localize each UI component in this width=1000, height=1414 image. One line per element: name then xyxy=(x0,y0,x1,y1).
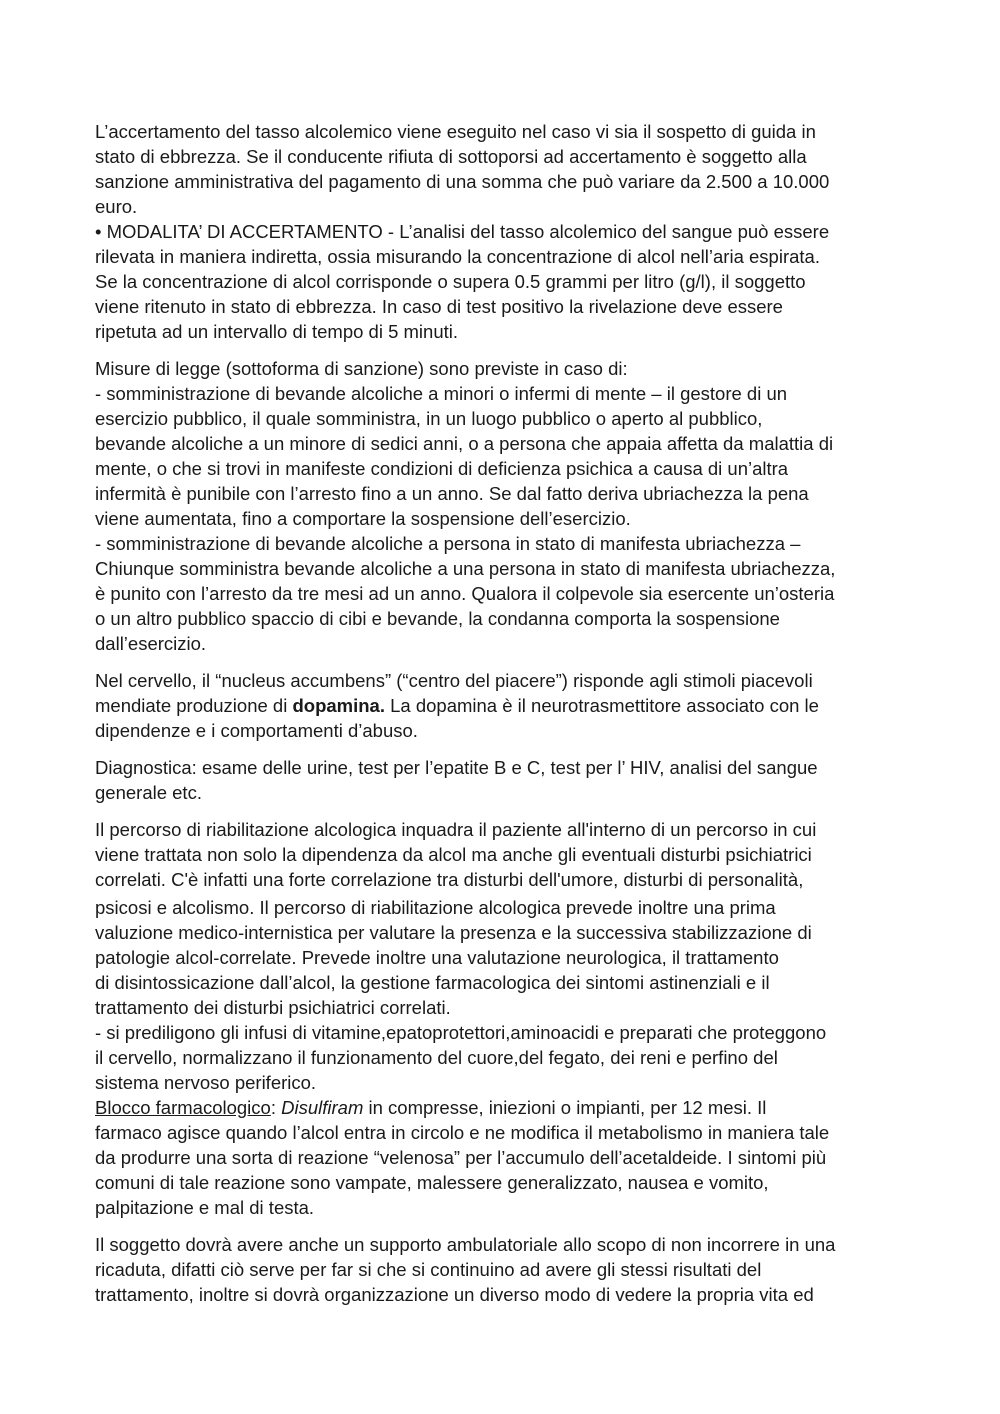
text-line: sistema nervoso periferico. xyxy=(95,1072,317,1093)
text-line: Chiunque somministra bevande alcoliche a una persona in stato di manifesta ubriachezza, xyxy=(95,558,836,579)
text-line: generale etc. xyxy=(95,782,202,803)
text-line: Il percorso di riabilitazione alcologica inquadra il paziente all'interno di un percorso in cui xyxy=(95,819,817,840)
text-line: infermità è punibile con l’arresto fino a un anno. Se dal fatto deriva ubriachezza la pena xyxy=(95,483,809,504)
list-item-minori: - somministrazione di bevande alcoliche a minori o infermi di mente – il gestore di un xyxy=(95,383,788,404)
text-line: L’accertamento del tasso alcolemico viene eseguito nel caso vi sia il sospetto di guida in xyxy=(95,121,816,142)
italic-term-disulfiram: Disulfiram xyxy=(281,1097,364,1118)
text-line: dall’esercizio. xyxy=(95,633,207,654)
text-line: valuzione medico-internistica per valutare la presenza e la successiva stabilizzazione di xyxy=(95,922,812,943)
text-line: sanzione amministrativa del pagamento di una somma che può variare da 2.500 a 10.000 xyxy=(95,171,830,192)
text-line: esercizio pubblico, il quale somministra, in un luogo pubblico o aperto al pubblico, xyxy=(95,408,763,429)
text-line: o un altro pubblico spaccio di cibi e bevande, la condanna comporta la sospensione xyxy=(95,608,780,629)
text-line: è punito con l’arresto da tre mesi ad un anno. Qualora il colpevole sia esercente un’osteria xyxy=(95,583,835,604)
text-line: ripetuta ad un intervallo di tempo di 5 minuti. xyxy=(95,321,459,342)
paragraph-riabilitazione xyxy=(95,817,910,1095)
text-line: viene aumentata, fino a comportare la sospensione dell’esercizio. xyxy=(95,508,631,529)
text-line: comuni di tale reazione sono vampate, malessere generalizzato, nausea e vomito, xyxy=(95,1172,769,1193)
text-run: in compresse, iniezioni o impianti, per 12 mesi. Il xyxy=(363,1097,767,1118)
text-line: Il soggetto dovrà avere anche un supporto ambulatoriale allo scopo di non incorrere in una xyxy=(95,1234,836,1255)
text-line: stato di ebbrezza. Se il conducente rifiuta di sottoporsi ad accertamento è soggetto alla xyxy=(95,146,807,167)
text-line: trattamento dei disturbi psichiatrici correlati. xyxy=(95,997,451,1018)
document-page xyxy=(95,119,910,1319)
text-run: mendiate produzione di xyxy=(95,695,293,716)
text-line: trattamento, inoltre si dovrà organizzazione un diverso modo di vedere la propria vita ed xyxy=(95,1284,814,1305)
text-line: il cervello, normalizzano il funzionamento del cuore,del fegato, dei reni e perfino del xyxy=(95,1047,778,1068)
text-line xyxy=(95,693,910,718)
paragraph-diagnostica xyxy=(95,755,910,805)
text-line: patologie alcol-correlate. Prevede inoltre una valutazione neurologica, il trattamento xyxy=(95,947,779,968)
bold-term-dopamina: dopamina. xyxy=(292,695,385,716)
text-line: Diagnostica: esame delle urine, test per l’epatite B e C, test per l’ HIV, analisi del sangue xyxy=(95,757,818,778)
list-item-ubriachezza: - somministrazione di bevande alcoliche a persona in stato di manifesta ubriachezza – xyxy=(95,533,801,554)
text-line: bevande alcoliche a un minore di sedici anni, o a persona che appaia affetta da malattia di xyxy=(95,433,834,454)
underlined-heading-blocco-farmacologico: Blocco farmacologico xyxy=(95,1097,271,1118)
text-line: correlati. C'è infatti una forte correlazione tra disturbi dell'umore, disturbi di personalità, xyxy=(95,869,804,890)
text-line: di disintossicazione dall’alcol, la gestione farmacologica dei sintomi astinenziali e il xyxy=(95,972,770,993)
list-item-infusi: - si prediligono gli infusi di vitamine,epatoprotettori,aminoacidi e preparati che proteggono xyxy=(95,1022,827,1043)
text-line: psicosi e alcolismo. Il percorso di riabilitazione alcologica prevede inoltre una prima xyxy=(95,897,776,918)
paragraph-supporto-ambulatoriale xyxy=(95,1232,910,1307)
text-line: Misure di legge (sottoforma di sanzione) sono previste in caso di: xyxy=(95,358,628,379)
text-line: ricaduta, difatti ciò serve per far si che si continuino ad avere gli stessi risultati del xyxy=(95,1259,762,1280)
bullet-line-modalita: • MODALITA’ DI ACCERTAMENTO - L’analisi del tasso alcolemico del sangue può essere xyxy=(95,221,830,242)
text-line: viene ritenuto in stato di ebbrezza. In caso di test positivo la rivelazione deve essere xyxy=(95,296,783,317)
text-line: da produrre una sorta di reazione “velenosa” per l’accumulo dell’acetaldeide. I sintomi più xyxy=(95,1147,827,1168)
text-line: Nel cervello, il “nucleus accumbens” (“centro del piacere”) risponde agli stimoli piacevoli xyxy=(95,670,813,691)
paragraph-accertamento xyxy=(95,119,910,344)
text-line: euro. xyxy=(95,196,138,217)
text-run: : xyxy=(270,1097,282,1118)
text-run: La dopamina è il neurotrasmettitore associato con le xyxy=(384,695,819,716)
text-line: Se la concentrazione di alcol corrisponde o supera 0.5 grammi per litro (g/l), il soggetto xyxy=(95,271,806,292)
text-line: palpitazione e mal di testa. xyxy=(95,1197,315,1218)
text-line: farmaco agisce quando l’alcol entra in circolo e ne modifica il metabolismo in maniera tale xyxy=(95,1122,830,1143)
text-line: mente, o che si trovi in manifeste condizioni di deficienza psichica a causa di un’altra xyxy=(95,458,789,479)
text-line: rilevata in maniera indiretta, ossia misurando la concentrazione di alcol nell’aria espirata. xyxy=(95,246,820,267)
text-line: dipendenze e i comportamenti d’abuso. xyxy=(95,720,418,741)
text-line xyxy=(95,1095,910,1120)
text-line: viene trattata non solo la dipendenza da alcol ma anche gli eventuali disturbi psichiatrici xyxy=(95,844,812,865)
paragraph-nucleus-accumbens xyxy=(95,668,910,743)
paragraph-blocco-farmacologico xyxy=(95,1095,910,1220)
paragraph-misure-di-legge xyxy=(95,356,910,656)
